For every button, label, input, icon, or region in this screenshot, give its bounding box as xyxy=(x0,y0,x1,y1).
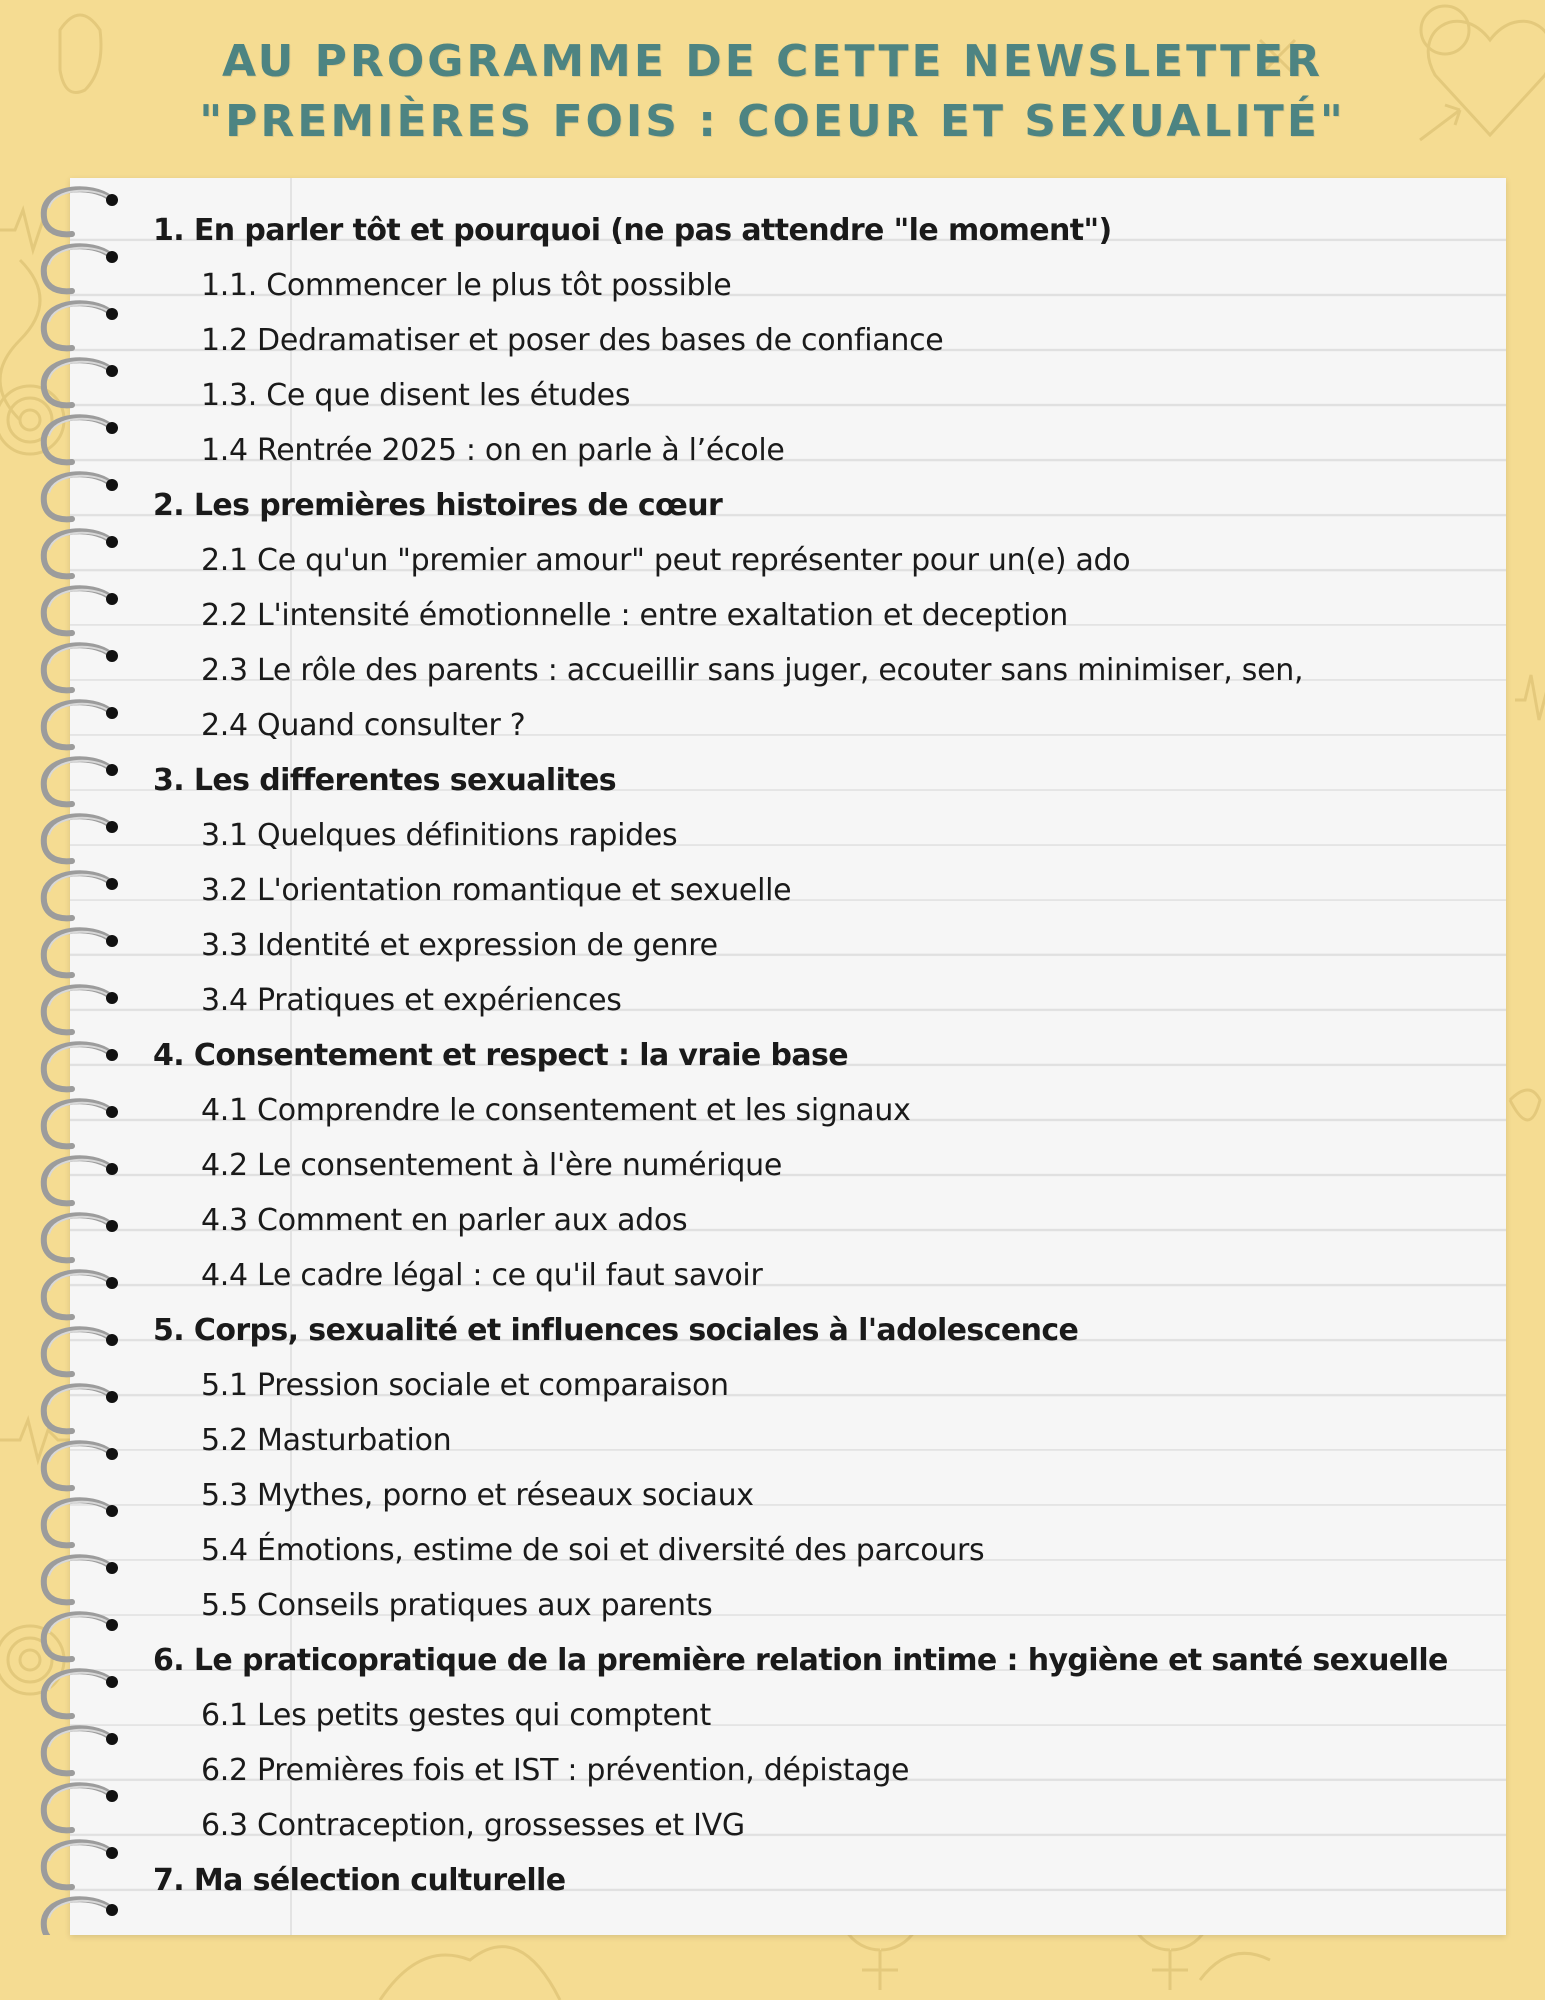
toc-item-4-2: 4.2 Le consentement à l'ère numérique xyxy=(201,1148,783,1183)
toc-section-6: 6. Le praticopratique de la première relation intime : hygiène et santé sexuelle xyxy=(153,1643,1448,1678)
spiral-ring xyxy=(44,1899,118,1935)
header-line-2: "PREMIÈRES FOIS : COEUR ET SEXUALITÉ" xyxy=(199,96,1346,147)
toc-section-2: 2. Les premières histoires de cœur xyxy=(153,488,723,523)
spiral-ring xyxy=(44,873,118,918)
toc-item-4-3: 4.3 Comment en parler aux ados xyxy=(201,1203,688,1238)
toc-item-1-3: 1.3. Ce que disent les études xyxy=(201,378,631,413)
toc-item-1-4: 1.4 Rentrée 2025 : on en parle à l’école xyxy=(201,433,785,468)
spiral-ring xyxy=(44,588,118,633)
spiral-ring xyxy=(44,1044,118,1089)
spiral-ring xyxy=(44,189,118,234)
table-of-contents xyxy=(153,203,1483,1908)
spiral-ring xyxy=(44,645,118,690)
toc-item-1-2: 1.2 Dedramatiser et poser des bases de confiance xyxy=(201,323,944,358)
toc-section-7: 7. Ma sélection culturelle xyxy=(153,1863,566,1898)
spiral-ring xyxy=(44,1785,118,1830)
toc-item-3-4: 3.4 Pratiques et expériences xyxy=(201,983,622,1018)
spiral-ring xyxy=(44,531,118,576)
spiral-binding xyxy=(32,178,122,1935)
spiral-ring xyxy=(44,702,118,747)
newsletter-header xyxy=(0,32,1545,152)
spiral-ring xyxy=(44,1557,118,1602)
toc-item-3-1: 3.1 Quelques définitions rapides xyxy=(201,818,678,853)
spiral-ring xyxy=(44,1101,118,1146)
toc-item-6-2: 6.2 Premières fois et IST : prévention, dépistage xyxy=(201,1753,910,1788)
spiral-ring xyxy=(44,1614,118,1659)
spiral-ring xyxy=(44,417,118,462)
spiral-ring xyxy=(44,474,118,519)
toc-section-1: 1. En parler tôt et pourquoi (ne pas attendre "le moment") xyxy=(153,213,1112,248)
toc-item-2-4: 2.4 Quand consulter ? xyxy=(201,708,526,743)
spiral-ring xyxy=(44,759,118,804)
toc-item-5-4: 5.4 Émotions, estime de soi et diversité des parcours xyxy=(201,1533,985,1568)
spiral-ring xyxy=(44,246,118,291)
toc-section-5: 5. Corps, sexualité et influences sociales à l'adolescence xyxy=(153,1313,1079,1348)
spiral-ring xyxy=(44,930,118,975)
spiral-ring xyxy=(44,1158,118,1203)
spiral-ring xyxy=(44,303,118,348)
header-line-1: AU PROGRAMME DE CETTE NEWSLETTER xyxy=(221,36,1324,87)
toc-section-3: 3. Les differentes sexualites xyxy=(153,763,617,798)
toc-item-5-5: 5.5 Conseils pratiques aux parents xyxy=(201,1588,713,1623)
spiral-ring xyxy=(44,1671,118,1716)
toc-item-2-2: 2.2 L'intensité émotionnelle : entre exaltation et deception xyxy=(201,598,1068,633)
spiral-ring xyxy=(44,1329,118,1374)
toc-item-6-3: 6.3 Contraception, grossesses et IVG xyxy=(201,1808,745,1843)
spiral-ring xyxy=(44,1386,118,1431)
toc-item-5-3: 5.3 Mythes, porno et réseaux sociaux xyxy=(201,1478,754,1513)
spiral-ring xyxy=(44,1443,118,1488)
toc-item-4-4: 4.4 Le cadre légal : ce qu'il faut savoir xyxy=(201,1258,763,1293)
toc-item-2-3: 2.3 Le rôle des parents : accueillir sans juger, ecouter sans minimiser, sen, xyxy=(201,653,1304,688)
spiral-ring xyxy=(44,1500,118,1545)
spiral-ring xyxy=(44,1842,118,1887)
toc-item-6-1: 6.1 Les petits gestes qui comptent xyxy=(201,1698,711,1733)
spiral-ring xyxy=(44,1215,118,1260)
toc-item-4-1: 4.1 Comprendre le consentement et les signaux xyxy=(201,1093,911,1128)
spiral-ring xyxy=(44,816,118,861)
toc-item-2-1: 2.1 Ce qu'un "premier amour" peut représenter pour un(e) ado xyxy=(201,543,1131,578)
toc-item-5-2: 5.2 Masturbation xyxy=(201,1423,452,1458)
spiral-ring xyxy=(44,987,118,1032)
toc-item-1-1: 1.1. Commencer le plus tôt possible xyxy=(201,268,732,303)
spiral-ring xyxy=(44,1728,118,1773)
spiral-ring xyxy=(44,360,118,405)
toc-item-5-1: 5.1 Pression sociale et comparaison xyxy=(201,1368,729,1403)
toc-item-3-3: 3.3 Identité et expression de genre xyxy=(201,928,718,963)
spiral-ring xyxy=(44,1272,118,1317)
toc-item-3-2: 3.2 L'orientation romantique et sexuelle xyxy=(201,873,792,908)
toc-section-4: 4. Consentement et respect : la vraie base xyxy=(153,1038,849,1073)
